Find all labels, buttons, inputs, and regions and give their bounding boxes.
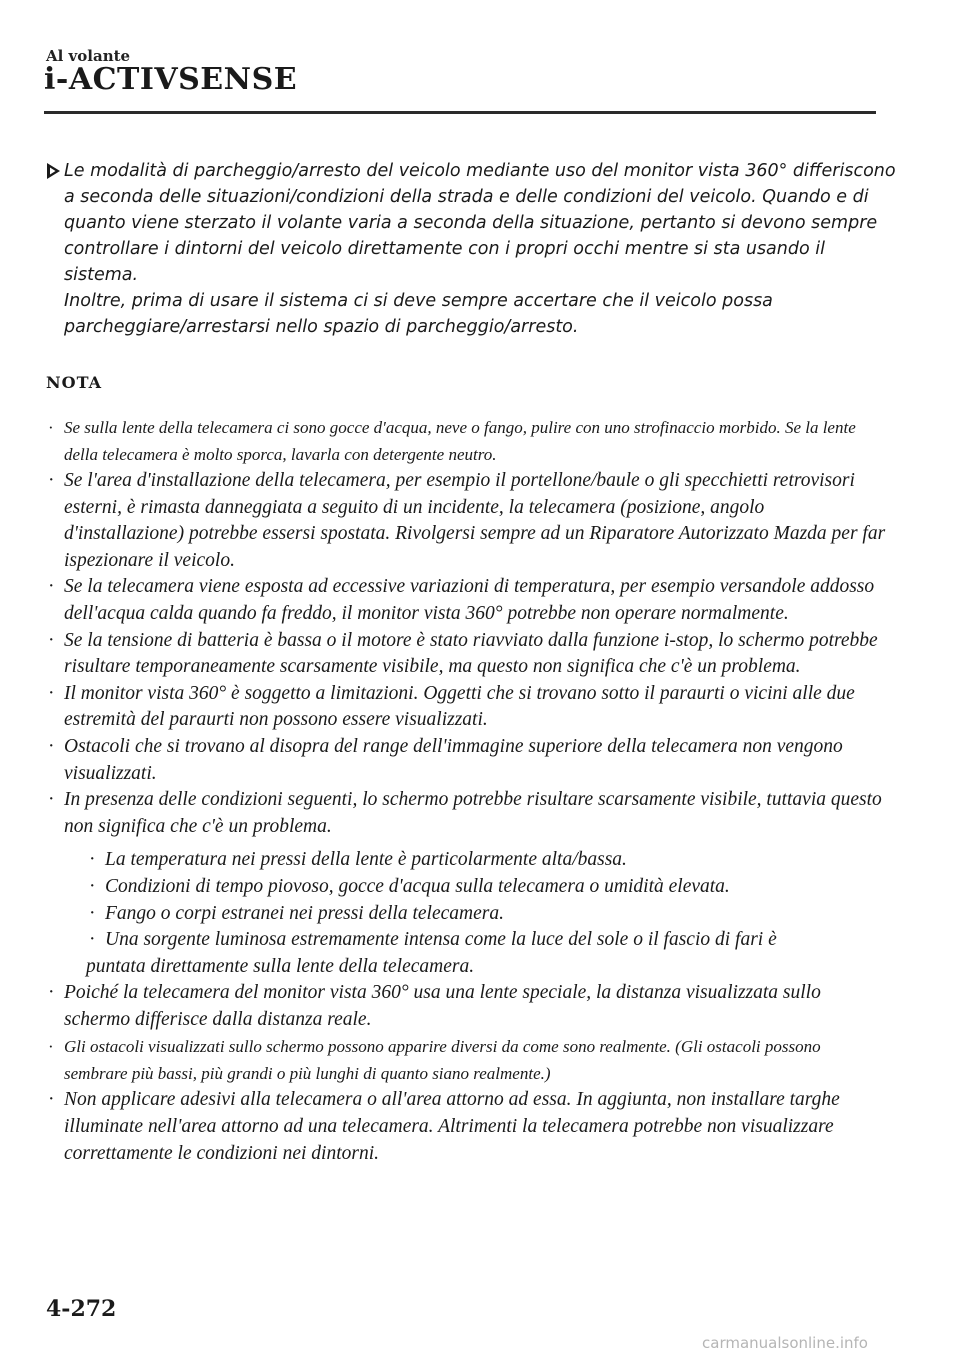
note-text: Poiché la telecamera del monitor vista 360° usa una lente speciale, la distanza visualizzata sullo schermo differisce dalla distanza reale. xyxy=(64,982,821,1030)
list-item xyxy=(46,980,886,1033)
bullet: · xyxy=(48,789,55,811)
condition-text: Fango o corpi estranei nei pressi della telecamera. xyxy=(105,902,504,924)
caution-block xyxy=(46,158,896,340)
header-divider xyxy=(44,111,876,114)
page-number: 4-272 xyxy=(46,1296,117,1322)
note-text: Se la tensione di batteria è bassa o il motore è stato riavviato dalla funzione i-stop, lo schermo potrebbe risultare temporaneamente scarsamente visibile, ma questo non significa che c'è un problema. xyxy=(64,629,878,678)
bullet: · xyxy=(48,629,55,651)
caution-paragraph: Inoltre, prima di usare il sistema ci si deve sempre accertare che il veicolo possa parcheggiare/arrestarsi nello spazio di parcheggio/arresto. xyxy=(64,291,773,337)
bullet: · xyxy=(48,735,55,757)
condition-text: Condizioni di tempo piovoso, gocce d'acqua sulla telecamera o umidità elevata. xyxy=(105,875,730,897)
condition-text: La temperatura nei pressi della lente è particolarmente alta/bassa. xyxy=(105,849,627,871)
list-item xyxy=(46,414,886,468)
list-item xyxy=(64,927,886,980)
bullet: · xyxy=(48,982,55,1004)
list-item xyxy=(46,574,886,627)
condition-text: Una sorgente luminosa estremamente intensa come la luce del sole o il fascio di fari è xyxy=(105,929,777,951)
page-title: i-ACTIVSENSE xyxy=(44,62,298,97)
nota-list xyxy=(46,414,886,1167)
list-item xyxy=(46,628,886,681)
list-item xyxy=(46,734,886,787)
bullet: · xyxy=(48,682,55,704)
list-item xyxy=(46,1033,886,1087)
list-item xyxy=(46,468,886,574)
list-item xyxy=(46,681,886,734)
nota-heading: NOTA xyxy=(46,373,103,392)
list-item xyxy=(46,787,886,980)
note-text: In presenza delle condizioni seguenti, lo schermo potrebbe risultare scarsamente visibile, tuttavia questo non significa che c'è un problema. xyxy=(64,789,882,837)
condition-text-continued: puntata direttamente sulla lente della telecamera. xyxy=(86,955,475,977)
bullet: · xyxy=(48,418,54,437)
list-item xyxy=(46,1087,886,1167)
bullet: · xyxy=(89,875,96,897)
note-text: Non applicare adesivi alla telecamera o all'area attorno ad essa. In aggiunta, non installare targhe illuminate nell'area attorno ad una telecamera. Altrimenti la telecamera potrebbe non visualizzare correttamente le condizioni nei dintorni. xyxy=(64,1089,840,1164)
note-text: Se sulla lente della telecamera ci sono gocce d'acqua, neve o fango, pulire con uno strofinaccio morbido. Se la lente della telecamera è molto sporca, lavarla con detergente neutro. xyxy=(64,418,856,464)
caution-text xyxy=(64,158,896,340)
list-item xyxy=(64,901,886,928)
bullet: · xyxy=(48,1089,55,1111)
bullet: · xyxy=(89,929,96,951)
watermark: carmanualsonline.info xyxy=(702,1334,868,1352)
note-text: Gli ostacoli visualizzati sullo schermo possono apparire diversi da come sono realmente. (Gli ostacoli possono sembrare più bassi, più grandi o più lunghi di quanto siano realmente.) xyxy=(64,1037,821,1084)
bullet: · xyxy=(48,1037,54,1057)
bullet: · xyxy=(89,849,96,871)
bullet: · xyxy=(48,576,55,598)
note-text: Ostacoli che si trovano al disopra del range dell'immagine superiore della telecamera non vengono visualizzati. xyxy=(64,735,843,784)
caution-paragraph: Le modalità di parcheggio/arresto del veicolo mediante uso del monitor vista 360° differiscono a seconda delle situazioni/condizioni della strada e delle condizioni del veicolo. Quando e di quanto viene sterzato il volante varia a seconda della situazione, pertanto si devono sempre controllare i dintorni del veicolo direttamente con i propri occhi mentre si sta usando il sistema. xyxy=(64,161,896,285)
list-item xyxy=(64,874,886,901)
bullet: · xyxy=(48,470,55,491)
section-label: Al volante xyxy=(46,47,131,65)
note-text: Se l'area d'installazione della telecamera, per esempio il portellone/baule o gli specchietti retrovisori esterni, è rimasta danneggiata a seguito di un incidente, la telecamera (posizione, angolo d'installazione) potrebbe essersi spostata. Rivolgersi sempre ad un Riparatore Autorizzato Mazda per far ispezionare il veicolo. xyxy=(64,470,886,571)
note-text: Il monitor vista 360° è soggetto a limitazioni. Oggetti che si trovano sotto il paraurti o vicini alle due estremità del paraurti non possono essere visualizzati. xyxy=(64,682,855,731)
list-item xyxy=(64,847,886,874)
condition-list xyxy=(64,847,886,980)
triangle-arrow-icon xyxy=(46,162,62,180)
note-text: Se la telecamera viene esposta ad eccessive variazioni di temperatura, per esempio versandole addosso dell'acqua calda quando fa freddo, il monitor vista 360° potrebbe non operare normalmente. xyxy=(64,576,875,624)
bullet: · xyxy=(89,902,96,924)
